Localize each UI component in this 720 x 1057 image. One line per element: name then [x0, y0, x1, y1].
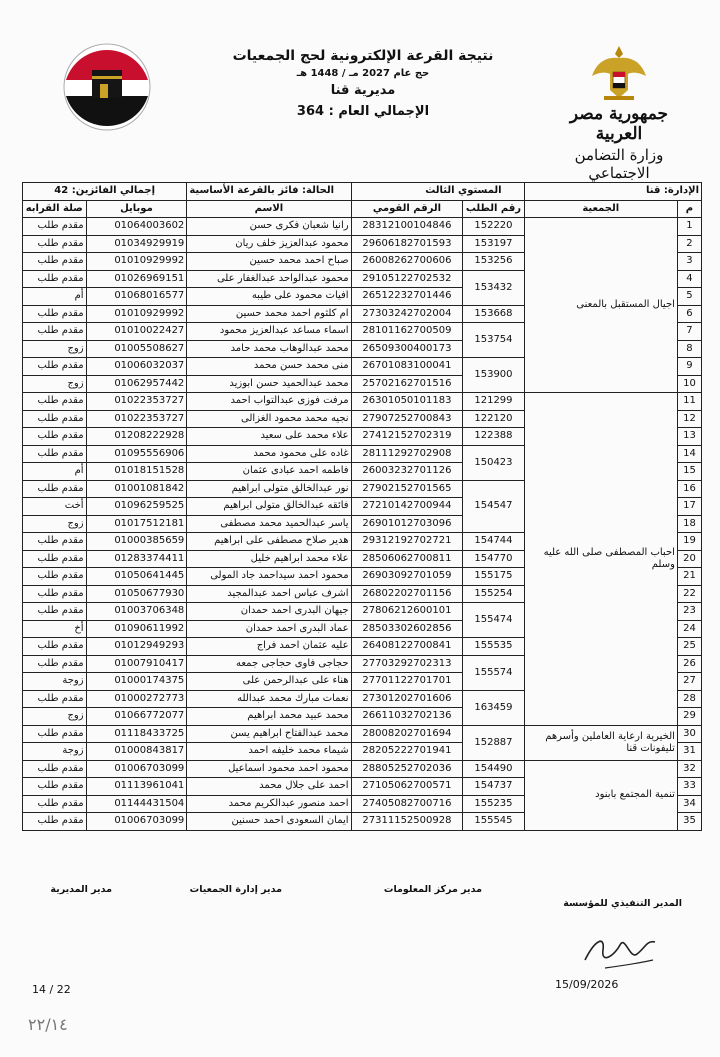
national-id: 27405082700716 — [351, 795, 463, 813]
col-mobile-header: موبايل — [86, 200, 187, 218]
national-id: 27412152702319 — [351, 428, 463, 446]
row-number: 11 — [677, 393, 701, 411]
person-name: ام كلثوم احمد محمد حسين — [187, 305, 351, 323]
national-id: 28205222701941 — [351, 743, 463, 761]
person-name: اسماء مساعد عبدالعزيز محمود — [187, 323, 351, 341]
person-name: صباح احمد محمد حسين — [187, 253, 351, 271]
row-number: 35 — [677, 813, 701, 831]
person-name: نجيه محمد محمود الغزالى — [187, 410, 351, 428]
national-id: 27701122701701 — [351, 673, 463, 691]
request-number: 155235 — [463, 795, 524, 813]
row-number: 21 — [677, 568, 701, 586]
request-number: 153754 — [463, 323, 524, 358]
person-name: علاء محمد على سعيد — [187, 428, 351, 446]
request-number: 122388 — [463, 428, 524, 446]
relation: مقدم طلب — [23, 550, 87, 568]
mobile-number: 01095556906 — [86, 445, 187, 463]
row-number: 30 — [677, 725, 701, 743]
national-id: 27703292702313 — [351, 655, 463, 673]
person-name: فاطمه احمد عبادى عثمان — [187, 463, 351, 481]
mobile-number: 01012949293 — [86, 638, 187, 656]
associations-manager: مدير إدارة الجمعيات — [189, 884, 282, 895]
row-number: 32 — [677, 760, 701, 778]
association-name: الخيرية ارعاية العاملين وأسرهم تليفونات قنا — [524, 725, 677, 760]
person-name: احمد منصور عبدالكريم محمد — [187, 795, 351, 813]
mobile-number: 01050641445 — [86, 568, 187, 586]
row-number: 2 — [677, 235, 701, 253]
mobile-number: 01007910417 — [86, 655, 187, 673]
admin-label: الإدارة: قنا — [524, 183, 701, 201]
row-number: 5 — [677, 288, 701, 306]
national-id: 26003232701126 — [351, 463, 463, 481]
relation: مقدم طلب — [23, 480, 87, 498]
person-name: افيات محمود على طيبه — [187, 288, 351, 306]
row-number: 20 — [677, 550, 701, 568]
relation: مقدم طلب — [23, 778, 87, 796]
mobile-number: 01096259525 — [86, 498, 187, 516]
request-number: 154744 — [463, 533, 524, 551]
mobile-number: 01118433725 — [86, 725, 187, 743]
national-id: 26008262700606 — [351, 253, 463, 271]
mobile-number: 01090611992 — [86, 620, 187, 638]
mobile-number: 01018151528 — [86, 463, 187, 481]
association-name: احباب المصطفى صلى الله عليه وسلم — [524, 393, 677, 726]
grand-total: الإجمالي العام : 364 — [296, 104, 430, 119]
mobile-number: 01283374411 — [86, 550, 187, 568]
person-name: فائقه عبدالخالق متولى ابراهيم — [187, 498, 351, 516]
relation: مقدم طلب — [23, 270, 87, 288]
col-nid-header: الرقم القومي — [351, 200, 463, 218]
relation: مقدم طلب — [23, 603, 87, 621]
person-name: نور عبدالخالق متولى ابراهيم — [187, 480, 351, 498]
person-name: علاء محمد ابراهيم خليل — [187, 550, 351, 568]
government-logo — [544, 42, 694, 182]
relation: مقدم طلب — [23, 445, 87, 463]
national-id: 28111292702908 — [351, 445, 463, 463]
col-name-header: الاسم — [187, 200, 351, 218]
ministry-name: وزارة التضامن الاجتماعي — [574, 146, 664, 182]
status-label: الحالة: فائز بالقرعة الأساسية — [187, 183, 351, 201]
national-id: 26611032702136 — [351, 708, 463, 726]
row-number: 15 — [677, 463, 701, 481]
national-id: 26408122700841 — [351, 638, 463, 656]
row-number: 31 — [677, 743, 701, 761]
request-number: 154770 — [463, 550, 524, 568]
national-id: 25702162701516 — [351, 375, 463, 393]
relation: زوج — [23, 375, 87, 393]
mobile-number: 01000843817 — [86, 743, 187, 761]
national-id: 29105122702532 — [351, 270, 463, 288]
mobile-number: 01005508627 — [86, 340, 187, 358]
person-name: هدير صلاح مصطفى على ابراهيم — [187, 533, 351, 551]
row-number: 22 — [677, 585, 701, 603]
national-id: 27210142700944 — [351, 498, 463, 516]
mobile-number: 01064003602 — [86, 218, 187, 236]
relation: مقدم طلب — [23, 218, 87, 236]
mobile-number: 01208222928 — [86, 428, 187, 446]
relation: مقدم طلب — [23, 760, 87, 778]
person-name: ياسر عبدالحميد محمد مصطفى — [187, 515, 351, 533]
person-name: حجاجى فاوى حجاجى جمعه — [187, 655, 351, 673]
mobile-number: 01144431504 — [86, 795, 187, 813]
national-id: 26509300400173 — [351, 340, 463, 358]
hajj-logo — [62, 42, 152, 132]
relation: زوج — [23, 340, 87, 358]
request-number: 155535 — [463, 638, 524, 656]
row-number: 14 — [677, 445, 701, 463]
col-num-header: م — [677, 200, 701, 218]
person-name: محمد عبيد محمد ابراهيم — [187, 708, 351, 726]
national-id: 26512232701446 — [351, 288, 463, 306]
row-number: 12 — [677, 410, 701, 428]
row-number: 24 — [677, 620, 701, 638]
mobile-number: 01000174375 — [86, 673, 187, 691]
mobile-number: 01003706348 — [86, 603, 187, 621]
national-id: 27301202701606 — [351, 690, 463, 708]
national-id: 29312192702721 — [351, 533, 463, 551]
relation: مقدم طلب — [23, 235, 87, 253]
relation: مقدم طلب — [23, 795, 87, 813]
association-name: تنمية المجتمع بابنود — [524, 760, 677, 830]
person-name: منى محمد حسن محمد — [187, 358, 351, 376]
request-number: 121299 — [463, 393, 524, 411]
person-name: عليه عثمان احمد فراج — [187, 638, 351, 656]
row-number: 9 — [677, 358, 701, 376]
national-id: 26901012703096 — [351, 515, 463, 533]
national-id: 27303242702004 — [351, 305, 463, 323]
col-req-header: رقم الطلب — [463, 200, 524, 218]
header — [18, 30, 702, 182]
mobile-number: 01066772077 — [86, 708, 187, 726]
mobile-number: 01006703099 — [86, 813, 187, 831]
national-id: 28312100104846 — [351, 218, 463, 236]
mobile-number: 01068016577 — [86, 288, 187, 306]
col-rel-header: صلة القرابه — [23, 200, 87, 218]
row-number: 17 — [677, 498, 701, 516]
person-name: محمد عبدالوهاب محمد حامد — [187, 340, 351, 358]
row-number: 26 — [677, 655, 701, 673]
request-number: 153256 — [463, 253, 524, 271]
government-name: جمهورية مصر العربية — [569, 104, 669, 144]
relation: مقدم طلب — [23, 428, 87, 446]
row-number: 6 — [677, 305, 701, 323]
level-label: المستوي الثالث — [351, 183, 524, 201]
row-number: 13 — [677, 428, 701, 446]
winners-count: إجمالي الفائزين: 42 — [23, 183, 187, 201]
title-block — [218, 48, 508, 119]
page-number: 14 / 22 — [32, 983, 71, 996]
handwritten-note: ٢٢/١٤ — [28, 1015, 68, 1034]
mobile-number: 01113961041 — [86, 778, 187, 796]
executive-director: المدير التنفيذي للمؤسسة — [563, 898, 682, 909]
row-number: 25 — [677, 638, 701, 656]
mobile-number: 01006703099 — [86, 760, 187, 778]
mobile-number: 01010929992 — [86, 253, 187, 271]
row-number: 18 — [677, 515, 701, 533]
mobile-number: 01010022427 — [86, 323, 187, 341]
request-number: 152220 — [463, 218, 524, 236]
relation: مقدم طلب — [23, 410, 87, 428]
table-row — [23, 760, 702, 778]
row-number: 29 — [677, 708, 701, 726]
row-number: 10 — [677, 375, 701, 393]
relation: أم — [23, 288, 87, 306]
national-id: 26701083100041 — [351, 358, 463, 376]
person-name: هناء على عبدالرحمن على — [187, 673, 351, 691]
request-number: 150423 — [463, 445, 524, 480]
mobile-number: 01006032037 — [86, 358, 187, 376]
national-id: 28101162700509 — [351, 323, 463, 341]
row-number: 4 — [677, 270, 701, 288]
relation: زوجة — [23, 743, 87, 761]
request-number: 152887 — [463, 725, 524, 760]
relation: مقدم طلب — [23, 813, 87, 831]
relation: مقدم طلب — [23, 305, 87, 323]
row-number: 34 — [677, 795, 701, 813]
request-number: 155175 — [463, 568, 524, 586]
request-number: 122120 — [463, 410, 524, 428]
person-name: عماد البدرى احمد حمدان — [187, 620, 351, 638]
national-id: 28008202701694 — [351, 725, 463, 743]
row-number: 1 — [677, 218, 701, 236]
person-name: نعمات مبارك محمد عبدالله — [187, 690, 351, 708]
row-number: 8 — [677, 340, 701, 358]
request-number: 154490 — [463, 760, 524, 778]
eagle-icon — [590, 42, 648, 102]
person-name: محمود احمد سيداحمد جاد المولى — [187, 568, 351, 586]
national-id: 27902152701565 — [351, 480, 463, 498]
directorate-name: مديرية قنا — [330, 83, 396, 98]
national-id: 27105062700571 — [351, 778, 463, 796]
relation: زوج — [23, 708, 87, 726]
relation: مقدم طلب — [23, 253, 87, 271]
relation: أم — [23, 463, 87, 481]
mobile-number: 01000385659 — [86, 533, 187, 551]
request-number: 155574 — [463, 655, 524, 690]
request-number: 155474 — [463, 603, 524, 638]
directorate-manager: مدير المديرية — [50, 884, 112, 895]
info-center-manager: مدير مركز المعلومات — [383, 884, 482, 895]
request-number: 155545 — [463, 813, 524, 831]
mobile-number: 01050677930 — [86, 585, 187, 603]
person-name: محمود احمد محمود اسماعيل — [187, 760, 351, 778]
mobile-number: 01017512181 — [86, 515, 187, 533]
relation: أخ — [23, 620, 87, 638]
relation: مقدم طلب — [23, 655, 87, 673]
relation: مقدم طلب — [23, 568, 87, 586]
request-number: 153900 — [463, 358, 524, 393]
table-body — [23, 218, 702, 831]
request-number: 153668 — [463, 305, 524, 323]
relation: مقدم طلب — [23, 690, 87, 708]
row-number: 27 — [677, 673, 701, 691]
mobile-number: 01034929919 — [86, 235, 187, 253]
person-name: احمد على جلال محمد — [187, 778, 351, 796]
table-row — [23, 725, 702, 743]
relation: زوج — [23, 515, 87, 533]
national-id: 27311152500928 — [351, 813, 463, 831]
person-name: محمود عبدالعزيز خلف ريان — [187, 235, 351, 253]
national-id: 26903092701059 — [351, 568, 463, 586]
request-number: 153432 — [463, 270, 524, 305]
relation: مقدم طلب — [23, 725, 87, 743]
person-name: اشرف عباس احمد عبدالمجيد — [187, 585, 351, 603]
mobile-number: 01062957442 — [86, 375, 187, 393]
mobile-number: 01022353727 — [86, 410, 187, 428]
national-id: 29606182701593 — [351, 235, 463, 253]
relation: زوجة — [23, 673, 87, 691]
relation: مقدم طلب — [23, 585, 87, 603]
table-header-row — [23, 200, 702, 218]
document-date: 15/09/2026 — [555, 978, 619, 991]
national-id: 28503302602856 — [351, 620, 463, 638]
row-number: 33 — [677, 778, 701, 796]
mobile-number: 01010929992 — [86, 305, 187, 323]
row-number: 19 — [677, 533, 701, 551]
row-number: 28 — [677, 690, 701, 708]
table-row — [23, 393, 702, 411]
person-name: رانيا شعبان فكرى حسن — [187, 218, 351, 236]
person-name: محمد عبدالفتاح ابراهيم يسن — [187, 725, 351, 743]
table-row — [23, 218, 702, 236]
row-number: 16 — [677, 480, 701, 498]
info-row — [23, 183, 702, 201]
national-id: 26301050101183 — [351, 393, 463, 411]
person-name: ايمان السعودى احمد حسنين — [187, 813, 351, 831]
document-title: نتيجة القرعة الإلكترونية لحج الجمعيات — [232, 48, 494, 64]
person-name: محمود عبدالواحد عبدالغفار على — [187, 270, 351, 288]
relation: مقدم طلب — [23, 533, 87, 551]
request-number: 163459 — [463, 690, 524, 725]
request-number: 155254 — [463, 585, 524, 603]
mobile-number: 01022353727 — [86, 393, 187, 411]
relation: مقدم طلب — [23, 323, 87, 341]
relation: أخت — [23, 498, 87, 516]
signature — [575, 920, 665, 980]
request-number: 153197 — [463, 235, 524, 253]
national-id: 27806212600101 — [351, 603, 463, 621]
mobile-number: 01026969151 — [86, 270, 187, 288]
person-name: غاده على محمود محمد — [187, 445, 351, 463]
person-name: شيماء محمد خليفه احمد — [187, 743, 351, 761]
association-name: اجيال المستقبل بالمعنى — [524, 218, 677, 393]
request-number: 154547 — [463, 480, 524, 533]
relation: مقدم طلب — [23, 638, 87, 656]
row-number: 3 — [677, 253, 701, 271]
row-number: 7 — [677, 323, 701, 341]
relation: مقدم طلب — [23, 393, 87, 411]
national-id: 28805252702036 — [351, 760, 463, 778]
national-id: 28506062700811 — [351, 550, 463, 568]
winners-table — [22, 182, 702, 831]
person-name: مرفت فوزى عبدالتواب احمد — [187, 393, 351, 411]
national-id: 26802202701156 — [351, 585, 463, 603]
person-name: محمد عبدالحميد حسن ابوزيد — [187, 375, 351, 393]
mobile-number: 01000272773 — [86, 690, 187, 708]
relation: مقدم طلب — [23, 358, 87, 376]
request-number: 154737 — [463, 778, 524, 796]
col-assoc-header: الجمعية — [524, 200, 677, 218]
national-id: 27907252700843 — [351, 410, 463, 428]
document-subtitle: حج عام 2027 مـ / 1448 هـ — [296, 68, 430, 79]
mobile-number: 01001081842 — [86, 480, 187, 498]
person-name: جيهان البدرى احمد حمدان — [187, 603, 351, 621]
row-number: 23 — [677, 603, 701, 621]
